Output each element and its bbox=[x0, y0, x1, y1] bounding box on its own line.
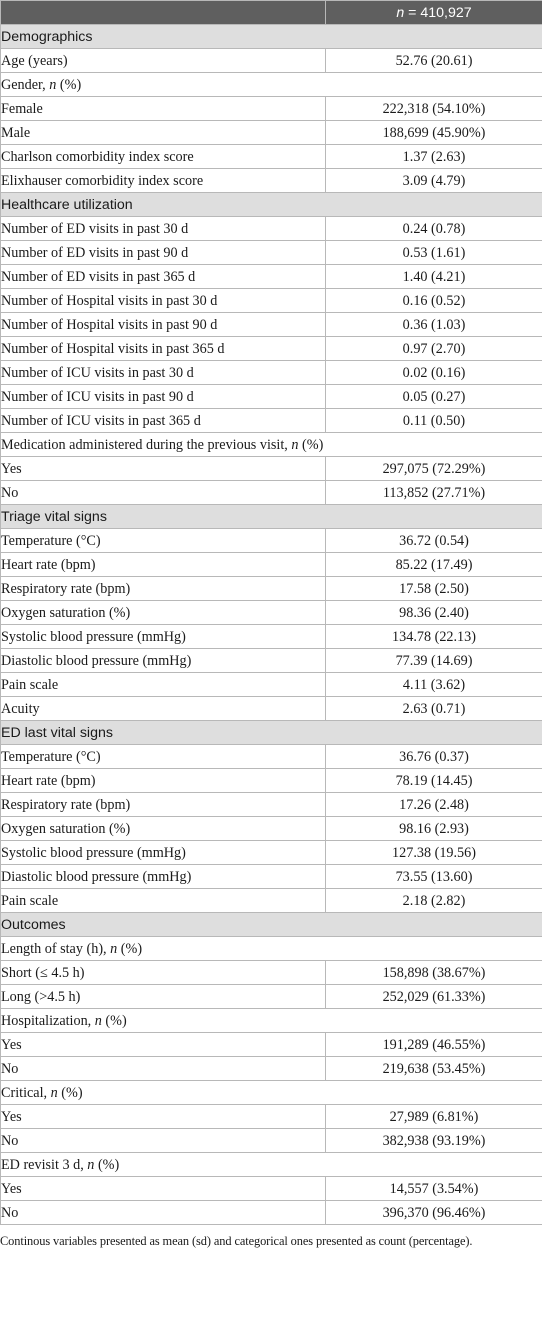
variable-label: Short (≤ 4.5 h) bbox=[1, 961, 326, 985]
variable-value: 191,289 (46.55%) bbox=[326, 1033, 542, 1057]
variable-label: Systolic blood pressure (mmHg) bbox=[1, 625, 326, 649]
section-header-row bbox=[1, 505, 542, 529]
table-row bbox=[1, 985, 542, 1009]
variable-label: Number of Hospital visits in past 365 d bbox=[1, 337, 326, 361]
variable-label: Diastolic blood pressure (mmHg) bbox=[1, 649, 326, 673]
table-row bbox=[1, 337, 542, 361]
section-header-row bbox=[1, 721, 542, 745]
variable-value: 222,318 (54.10%) bbox=[326, 97, 542, 121]
variable-label: Yes bbox=[1, 1105, 326, 1129]
variable-label: No bbox=[1, 481, 326, 505]
category-label bbox=[1, 1153, 542, 1177]
header-n-symbol: n bbox=[396, 4, 405, 21]
variable-value: 2.63 (0.71) bbox=[326, 697, 542, 721]
variable-label: Yes bbox=[1, 1033, 326, 1057]
variable-label: Charlson comorbidity index score bbox=[1, 145, 326, 169]
category-label-text: Critical, bbox=[1, 1084, 51, 1101]
category-label-text: Medication administered during the previous visit, bbox=[1, 436, 292, 453]
table-row bbox=[1, 1105, 542, 1129]
variable-value: 252,029 (61.33%) bbox=[326, 985, 542, 1009]
variable-value: 36.72 (0.54) bbox=[326, 529, 542, 553]
variable-value: 77.39 (14.69) bbox=[326, 649, 542, 673]
table-row bbox=[1, 481, 542, 505]
category-label bbox=[1, 1081, 542, 1105]
category-label bbox=[1, 433, 542, 457]
variable-label: Elixhauser comorbidity index score bbox=[1, 169, 326, 193]
section-header-row bbox=[1, 913, 542, 937]
table-row bbox=[1, 625, 542, 649]
table-row bbox=[1, 241, 542, 265]
section-title: Demographics bbox=[1, 25, 542, 49]
variable-value: 4.11 (3.62) bbox=[326, 673, 542, 697]
table-footnote: Continous variables presented as mean (sd) and categorical ones presented as count (percentage). bbox=[0, 1234, 473, 1248]
variable-label: Number of ED visits in past 30 d bbox=[1, 217, 326, 241]
variable-value: 52.76 (20.61) bbox=[326, 49, 542, 73]
percent-suffix: (%) bbox=[117, 940, 143, 957]
variable-value: 0.16 (0.52) bbox=[326, 289, 542, 313]
category-subheader-row bbox=[1, 433, 542, 457]
header-empty-cell bbox=[1, 1, 326, 25]
category-label bbox=[1, 1009, 542, 1033]
variable-label: Respiratory rate (bpm) bbox=[1, 793, 326, 817]
category-subheader-row bbox=[1, 1009, 542, 1033]
variable-label: Yes bbox=[1, 457, 326, 481]
section-header-row bbox=[1, 25, 542, 49]
table-row bbox=[1, 697, 542, 721]
n-symbol: n bbox=[87, 1156, 95, 1173]
variable-label: Female bbox=[1, 97, 326, 121]
table-body bbox=[1, 1, 542, 1225]
table-row bbox=[1, 577, 542, 601]
category-label-text: ED revisit 3 d, bbox=[1, 1156, 88, 1173]
table-header-row bbox=[1, 1, 542, 25]
table-row bbox=[1, 529, 542, 553]
variable-value: 3.09 (4.79) bbox=[326, 169, 542, 193]
variable-value: 14,557 (3.54%) bbox=[326, 1177, 542, 1201]
variable-value: 1.40 (4.21) bbox=[326, 265, 542, 289]
percent-suffix: (%) bbox=[57, 1084, 83, 1101]
variable-label: Number of ICU visits in past 365 d bbox=[1, 409, 326, 433]
table-row bbox=[1, 841, 542, 865]
table-row bbox=[1, 553, 542, 577]
variable-label: Number of Hospital visits in past 90 d bbox=[1, 313, 326, 337]
table-row bbox=[1, 1177, 542, 1201]
variable-label: Pain scale bbox=[1, 673, 326, 697]
variable-value: 98.16 (2.93) bbox=[326, 817, 542, 841]
variable-label: Long (>4.5 h) bbox=[1, 985, 326, 1009]
variable-value: 78.19 (14.45) bbox=[326, 769, 542, 793]
variable-label: Diastolic blood pressure (mmHg) bbox=[1, 865, 326, 889]
table-row bbox=[1, 889, 542, 913]
variable-value: 73.55 (13.60) bbox=[326, 865, 542, 889]
table-row bbox=[1, 313, 542, 337]
variable-value: 27,989 (6.81%) bbox=[326, 1105, 542, 1129]
table-row bbox=[1, 217, 542, 241]
variable-label: Number of Hospital visits in past 30 d bbox=[1, 289, 326, 313]
variable-label: Heart rate (bpm) bbox=[1, 553, 326, 577]
table-row bbox=[1, 169, 542, 193]
category-label bbox=[1, 937, 542, 961]
variable-value: 134.78 (22.13) bbox=[326, 625, 542, 649]
category-subheader-row bbox=[1, 937, 542, 961]
variable-value: 0.02 (0.16) bbox=[326, 361, 542, 385]
table-row bbox=[1, 961, 542, 985]
variable-label: Number of ED visits in past 365 d bbox=[1, 265, 326, 289]
variable-label: Number of ED visits in past 90 d bbox=[1, 241, 326, 265]
variable-value: 17.26 (2.48) bbox=[326, 793, 542, 817]
variable-label: Number of ICU visits in past 90 d bbox=[1, 385, 326, 409]
variable-value: 127.38 (19.56) bbox=[326, 841, 542, 865]
variable-value: 36.76 (0.37) bbox=[326, 745, 542, 769]
category-subheader-row bbox=[1, 73, 542, 97]
section-header-row bbox=[1, 193, 542, 217]
variable-label: No bbox=[1, 1057, 326, 1081]
table-row bbox=[1, 385, 542, 409]
table-row bbox=[1, 1129, 542, 1153]
variable-value: 396,370 (96.46%) bbox=[326, 1201, 542, 1225]
table-row bbox=[1, 49, 542, 73]
table-row bbox=[1, 265, 542, 289]
percent-suffix: (%) bbox=[56, 76, 82, 93]
percent-suffix: (%) bbox=[101, 1012, 127, 1029]
header-sample-size bbox=[326, 1, 542, 25]
table-row bbox=[1, 793, 542, 817]
header-n-value: = 410,927 bbox=[404, 4, 472, 21]
variable-value: 17.58 (2.50) bbox=[326, 577, 542, 601]
variable-value: 219,638 (53.45%) bbox=[326, 1057, 542, 1081]
variable-value: 297,075 (72.29%) bbox=[326, 457, 542, 481]
section-title: Outcomes bbox=[1, 913, 542, 937]
category-label-text: Length of stay (h), bbox=[1, 940, 111, 957]
variable-label: Age (years) bbox=[1, 49, 326, 73]
n-symbol: n bbox=[94, 1012, 102, 1029]
variable-value: 382,938 (93.19%) bbox=[326, 1129, 542, 1153]
section-title: ED last vital signs bbox=[1, 721, 542, 745]
variable-value: 158,898 (38.67%) bbox=[326, 961, 542, 985]
variable-label: Acuity bbox=[1, 697, 326, 721]
category-subheader-row bbox=[1, 1081, 542, 1105]
variable-value: 188,699 (45.90%) bbox=[326, 121, 542, 145]
variable-value: 85.22 (17.49) bbox=[326, 553, 542, 577]
table-row bbox=[1, 601, 542, 625]
variable-label: Oxygen saturation (%) bbox=[1, 817, 326, 841]
category-subheader-row bbox=[1, 1153, 542, 1177]
variable-value: 0.97 (2.70) bbox=[326, 337, 542, 361]
variable-label: Number of ICU visits in past 30 d bbox=[1, 361, 326, 385]
table-row bbox=[1, 97, 542, 121]
n-symbol: n bbox=[110, 940, 118, 957]
n-symbol: n bbox=[291, 436, 299, 453]
table-row bbox=[1, 865, 542, 889]
variable-value: 0.36 (1.03) bbox=[326, 313, 542, 337]
variable-label: Yes bbox=[1, 1177, 326, 1201]
variable-value: 1.37 (2.63) bbox=[326, 145, 542, 169]
variable-label: Male bbox=[1, 121, 326, 145]
category-label bbox=[1, 73, 542, 97]
variable-value: 113,852 (27.71%) bbox=[326, 481, 542, 505]
n-symbol: n bbox=[49, 76, 57, 93]
variable-label: Systolic blood pressure (mmHg) bbox=[1, 841, 326, 865]
variable-value: 2.18 (2.82) bbox=[326, 889, 542, 913]
variable-label: Oxygen saturation (%) bbox=[1, 601, 326, 625]
table-row bbox=[1, 769, 542, 793]
variable-label: Temperature (°C) bbox=[1, 745, 326, 769]
table-row bbox=[1, 121, 542, 145]
variable-value: 0.24 (0.78) bbox=[326, 217, 542, 241]
section-title: Triage vital signs bbox=[1, 505, 542, 529]
n-symbol: n bbox=[50, 1084, 58, 1101]
percent-suffix: (%) bbox=[94, 1156, 120, 1173]
table-row bbox=[1, 673, 542, 697]
variable-label: No bbox=[1, 1129, 326, 1153]
table-row bbox=[1, 145, 542, 169]
table-row bbox=[1, 457, 542, 481]
table-row bbox=[1, 289, 542, 313]
table-row bbox=[1, 1057, 542, 1081]
variable-label: Heart rate (bpm) bbox=[1, 769, 326, 793]
percent-suffix: (%) bbox=[298, 436, 324, 453]
variable-value: 0.05 (0.27) bbox=[326, 385, 542, 409]
category-label-text: Gender, bbox=[1, 76, 50, 93]
table-row bbox=[1, 745, 542, 769]
variable-value: 0.11 (0.50) bbox=[326, 409, 542, 433]
table-row bbox=[1, 361, 542, 385]
variable-value: 0.53 (1.61) bbox=[326, 241, 542, 265]
variable-label: No bbox=[1, 1201, 326, 1225]
variable-label: Temperature (°C) bbox=[1, 529, 326, 553]
table-row bbox=[1, 649, 542, 673]
category-label-text: Hospitalization, bbox=[1, 1012, 95, 1029]
variable-value: 98.36 (2.40) bbox=[326, 601, 542, 625]
variable-label: Respiratory rate (bpm) bbox=[1, 577, 326, 601]
table-row bbox=[1, 1033, 542, 1057]
table-row bbox=[1, 409, 542, 433]
table-row bbox=[1, 1201, 542, 1225]
table-row bbox=[1, 817, 542, 841]
section-title: Healthcare utilization bbox=[1, 193, 542, 217]
variable-label: Pain scale bbox=[1, 889, 326, 913]
